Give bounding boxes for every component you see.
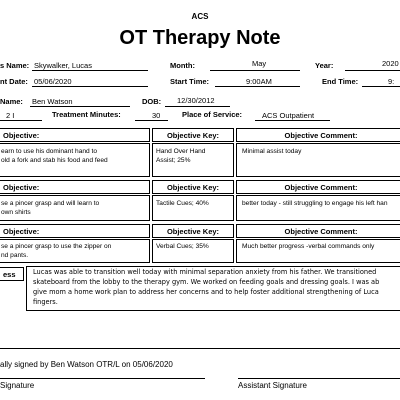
objective-2-key-header: Objective Key: [152, 180, 234, 194]
objective-2-text-line-2: own shirts [1, 209, 31, 216]
treatment-minutes-value: 30 [152, 111, 161, 120]
electronic-signature-text: ally signed by Ben Watson OTR/L on 05/06/2020 [0, 360, 173, 369]
objective-1-header: Objective: [0, 128, 150, 142]
progress-note-line-4: fingers. [33, 298, 58, 306]
treatment-date-value: 05/06/2020 [34, 77, 72, 86]
patient-name-value: Skywalker, Lucas [34, 61, 92, 70]
treatment-date-line [32, 86, 148, 87]
place-of-service-label: Place of Service: [182, 110, 243, 119]
objective-3-header: Objective: [0, 224, 150, 238]
objective-2-key-line-1: Tactile Cues; 40% [156, 200, 209, 207]
objective-1-key-header: Objective Key: [152, 128, 234, 142]
objective-3-comment: Much better progress -verbal commands only [242, 243, 375, 250]
therapist-name-label: Name: [0, 97, 23, 106]
end-time-label: End Time: [322, 77, 359, 86]
therapist-signature-line [0, 378, 205, 379]
objective-3-key-line-1: Verbal Cues; 35% [156, 243, 209, 250]
objective-1-text-line-1: earn to use his dominant hand to [1, 148, 98, 155]
dob-line [165, 106, 230, 107]
objective-1-text-line-2: old a fork and stab his food and feed [1, 157, 108, 164]
progress-note-line-2: skateboard from the lobby to the therapy gym. We worked on feeding goals and dressing goals. I was ab [33, 278, 380, 286]
month-value: May [252, 59, 267, 68]
treatment-minutes-line [135, 120, 168, 121]
progress-label: ess [0, 267, 24, 281]
objective-2-key-box [152, 195, 234, 221]
footer-divider [0, 348, 400, 349]
objective-3-key-header: Objective Key: [152, 224, 234, 238]
patient-name-line [32, 70, 148, 71]
objective-3-comment-box [236, 239, 400, 263]
objective-2-text-line-1: se a pincer grasp and will learn to [1, 200, 100, 207]
patient-name-label: s Name: [0, 61, 30, 70]
year-line [345, 70, 400, 71]
progress-note-line-1: Lucas was able to transition well today with minimal separation anxiety from his father. We transitioned [33, 268, 377, 276]
objective-3-text-line-2: nd pants. [1, 252, 29, 259]
assistant-signature-line [238, 378, 400, 379]
place-of-service-line [255, 120, 330, 121]
start-time-label: Start Time: [170, 77, 210, 86]
org-name: ACS [191, 12, 209, 21]
objective-1-comment-header: Objective Comment: [236, 128, 400, 142]
objective-3-text-line-1: se a pincer grasp to use the zipper on [1, 243, 112, 250]
month-line [210, 70, 300, 71]
objective-2-comment: better today - still struggling to engage his left han [242, 200, 388, 207]
objective-1-comment: Minimal assist today [242, 148, 302, 155]
place-of-service-value: ACS Outpatient [262, 111, 315, 120]
page-title: OT Therapy Note [119, 27, 281, 49]
dob-label: DOB: [142, 97, 162, 106]
objective-1-text-box [0, 143, 150, 177]
start-time-line [215, 86, 300, 87]
year-label: Year: [315, 61, 334, 70]
therapist-name-line [30, 106, 130, 107]
objective-1-key-box [152, 143, 234, 177]
treatment-date-label: nt Date: [0, 77, 28, 86]
objective-2-header: Objective: [0, 180, 150, 194]
objective-3-key-box [152, 239, 234, 263]
objective-2-comment-header: Objective Comment: [236, 180, 400, 194]
month-label: Month: [170, 61, 195, 70]
objective-1-key-line-1: Hand Over Hand [156, 148, 206, 155]
start-time-value: 9:00AM [246, 77, 272, 86]
objective-2-text-box [0, 195, 150, 221]
progress-notes-box [26, 266, 400, 311]
end-time-line [362, 86, 400, 87]
visit-number-value: 2 I [6, 111, 15, 120]
therapist-signature-label: Signature [0, 381, 35, 390]
dob-value: 12/30/2012 [177, 96, 215, 105]
objective-3-comment-header: Objective Comment: [236, 224, 400, 238]
objective-2-comment-box [236, 195, 400, 221]
progress-note-line-3: give mom a home work plan to address her concerns and to help foster additional strengthening of Luca [33, 288, 379, 296]
end-time-value: 9: [388, 77, 395, 86]
treatment-minutes-label: Treatment Minutes: [52, 110, 121, 119]
assistant-signature-label: Assistant Signature [238, 381, 307, 390]
therapist-name-value: Ben Watson [32, 97, 73, 106]
visit-number-line [0, 120, 42, 121]
objective-1-key-line-2: Assist; 25% [156, 157, 191, 164]
objective-1-comment-box [236, 143, 400, 177]
objective-3-text-box [0, 239, 150, 263]
year-value: 2020 [382, 59, 399, 68]
